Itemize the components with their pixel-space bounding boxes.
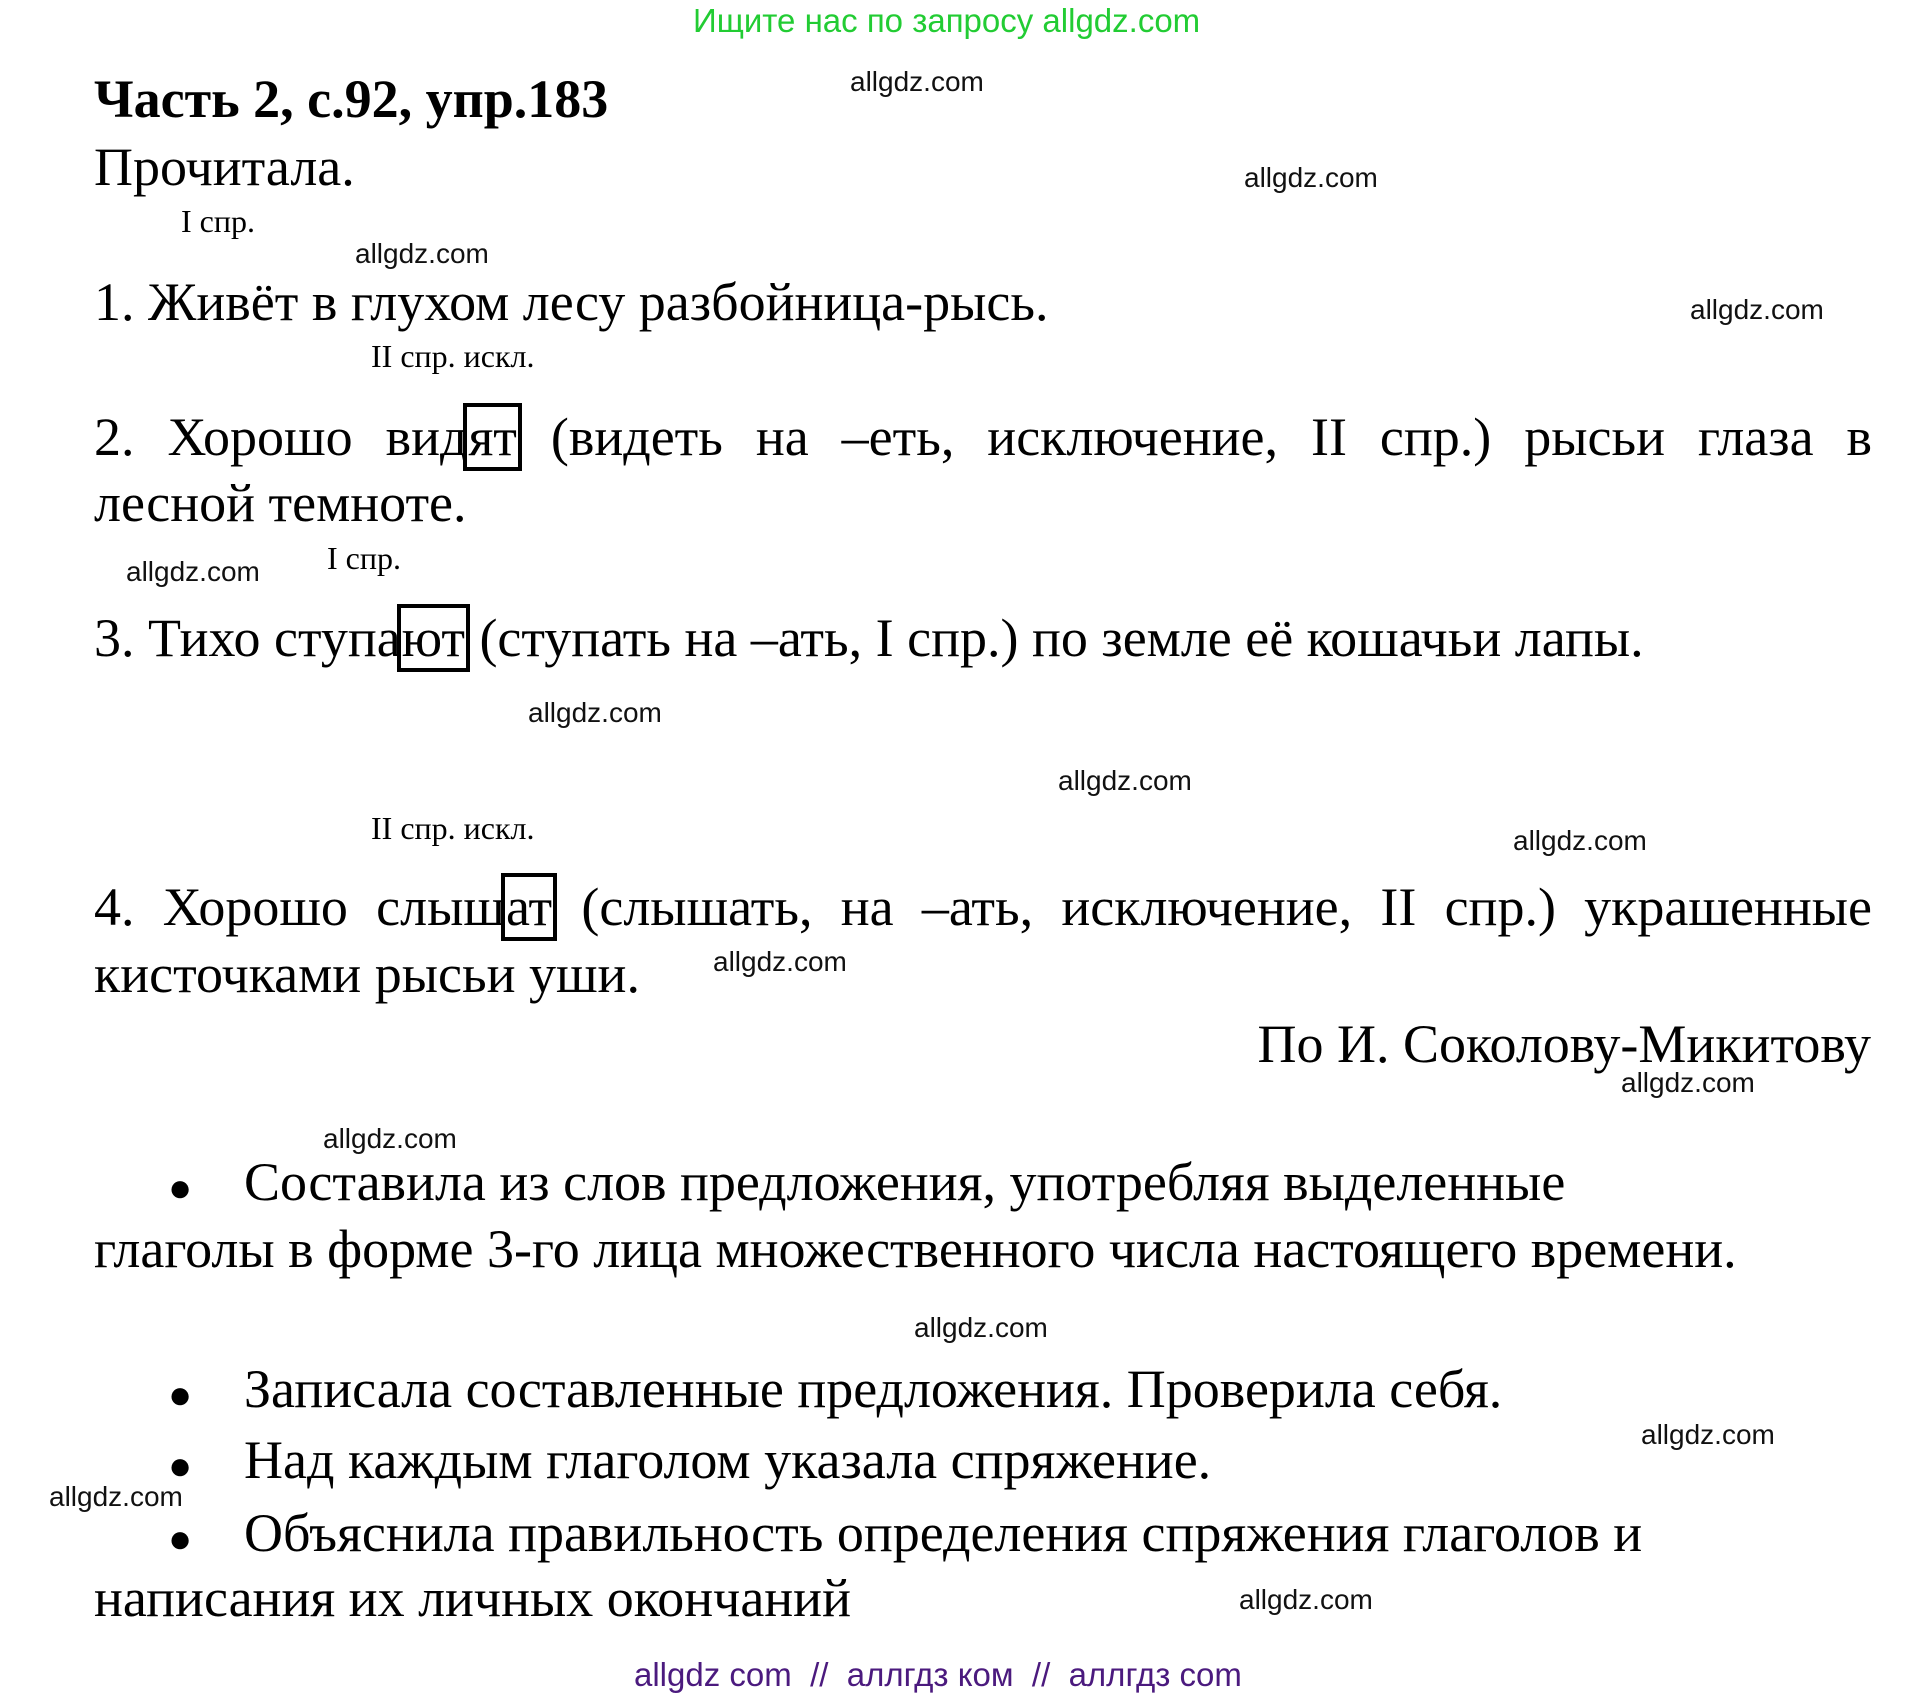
conjugation-annotation: I спр. bbox=[181, 203, 255, 239]
bullet-icon: ● bbox=[168, 1516, 193, 1561]
sentence-2 bbox=[94, 407, 1872, 467]
bullet-item-4-line-2: написания их личных окончаний bbox=[94, 1568, 851, 1628]
watermark: allgdz.com bbox=[1244, 162, 1378, 193]
bullet-icon: ● bbox=[168, 1443, 193, 1488]
intro-text: Прочитала. bbox=[94, 137, 355, 197]
watermark: allgdz.com bbox=[49, 1481, 183, 1512]
conjugation-annotation: II спр. искл. bbox=[371, 338, 535, 374]
watermark: allgdz.com bbox=[1239, 1584, 1373, 1615]
site-banner: Ищите нас по запросу allgdz.com bbox=[693, 2, 1201, 39]
sentence-text: 3. Тихо ступа bbox=[94, 608, 401, 668]
conjugation-annotation: I спр. bbox=[327, 540, 401, 576]
conjugation-annotation: II спр. искл. bbox=[371, 810, 535, 846]
watermark: allgdz.com bbox=[1690, 294, 1824, 325]
bullet-item-1-line-2: глаголы в форме 3-го лица множественного числа настоящего времени. bbox=[94, 1219, 1737, 1279]
sentence-4 bbox=[94, 877, 1872, 937]
bullet-item-2: Записала составленные предложения. Проверила себя. bbox=[244, 1359, 1503, 1419]
watermark: allgdz.com bbox=[1058, 765, 1192, 796]
bullet-item-4: Объяснила правильность определения спряжения глаголов и bbox=[244, 1503, 1643, 1563]
page-title: Часть 2, с.92, упр.183 bbox=[94, 69, 609, 129]
watermark: allgdz.com bbox=[528, 697, 662, 728]
bullet-item-1: Составила из слов предложения, употребляя выделенные bbox=[244, 1152, 1566, 1212]
highlighted-ending: ют bbox=[401, 608, 465, 668]
watermark: allgdz.com bbox=[1513, 825, 1647, 856]
sentence-text: (ступать на –ать, I спр.) по земле её кошачьи лапы. bbox=[465, 608, 1644, 668]
watermark: allgdz.com bbox=[914, 1312, 1048, 1343]
sentence-text: (видеть на –еть, исключение, II спр.) рысьи глаза в bbox=[517, 407, 1872, 467]
attribution: По И. Соколову-Микитову bbox=[1257, 1014, 1871, 1074]
watermark: allgdz.com bbox=[1641, 1419, 1775, 1450]
watermark: allgdz.com bbox=[713, 946, 847, 977]
watermark: allgdz.com bbox=[323, 1123, 457, 1154]
watermark: allgdz.com bbox=[355, 238, 489, 269]
watermark: allgdz.com bbox=[126, 556, 260, 587]
highlighted-ending: ят bbox=[468, 407, 517, 467]
sentence-3 bbox=[94, 608, 1644, 668]
sentence-2-line-2: лесной темноте. bbox=[94, 473, 467, 533]
watermark: allgdz.com bbox=[850, 66, 984, 97]
sentence-4-line-2: кисточками рысьи уши. bbox=[94, 944, 640, 1004]
bullet-icon: ● bbox=[168, 1165, 193, 1210]
bullet-icon: ● bbox=[168, 1372, 193, 1417]
highlighted-ending: ат bbox=[505, 877, 553, 937]
watermark: allgdz.com bbox=[1621, 1067, 1755, 1098]
sentence-text: 2. Хорошо вид bbox=[94, 407, 468, 467]
footer-links: allgdz com // аллгдз ком // аллгдз com bbox=[634, 1656, 1242, 1693]
sentence-1: 1. Живёт в глухом лесу разбойница-рысь. bbox=[94, 272, 1049, 332]
sentence-text: (слышать, на –ать, исключение, II спр.) украшенные bbox=[553, 877, 1872, 937]
bullet-item-3: Над каждым глаголом указала спряжение. bbox=[244, 1430, 1212, 1490]
sentence-text: 4. Хорошо слыш bbox=[94, 877, 505, 937]
